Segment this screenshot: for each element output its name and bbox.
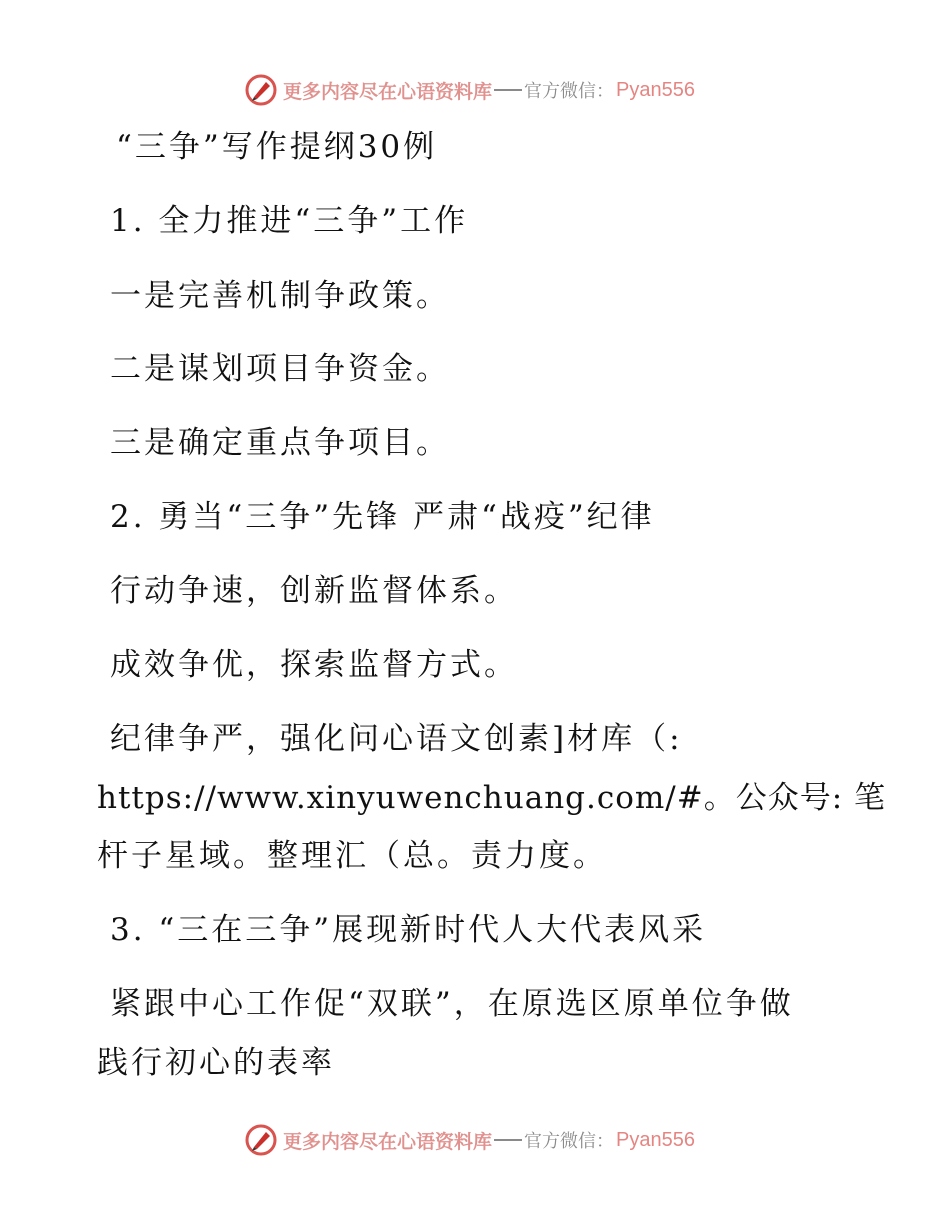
text-line: 一是完善机制争政策。: [110, 278, 450, 314]
text-line: 成效争优，探索监督方式。: [110, 647, 518, 683]
fountain-pen-logo-icon: [245, 1124, 277, 1156]
watermark-text: 更多内容尽在心语资料库: [283, 1130, 493, 1153]
text-line: 三是确定重点争项目。: [110, 425, 450, 461]
document-title: “三争”写作提纲30例: [116, 129, 438, 165]
watermark-dash: [494, 89, 522, 91]
header-watermark: [0, 70, 950, 110]
text-line: 杆子星域。整理汇（总。责力度。: [97, 838, 607, 874]
watermark-wechat-label: 官方微信：: [524, 1131, 615, 1152]
watermark-wechat-id: Pyan556: [616, 1128, 695, 1151]
watermark-text: 更多内容尽在心语资料库: [283, 80, 493, 103]
section-heading-3: 3. “三在三争”展现新时代人大代表风采: [110, 912, 707, 948]
footer-watermark: [0, 1120, 950, 1160]
text-line: 践行初心的表率: [97, 1045, 335, 1081]
watermark-wechat-label: 官方微信：: [524, 81, 615, 102]
section-heading-2: 2. 勇当“三争”先锋 严肃“战疫”纪律: [110, 499, 655, 535]
section-heading-1: 1. 全力推进“三争”工作: [110, 203, 469, 239]
text-line: 行动争速，创新监督体系。: [110, 573, 518, 609]
text-line: 紧跟中心工作促“双联”，在原选区原单位争做: [110, 986, 794, 1022]
watermark-wechat-id: Pyan556: [616, 78, 695, 101]
text-line: 纪律争严，强化问心语文创素]材库（:: [110, 721, 683, 757]
text-line: https://www.xinyuwenchuang.com/#。公众号: 笔: [97, 780, 887, 816]
fountain-pen-logo-icon: [245, 74, 277, 106]
watermark-dash: [494, 1139, 522, 1141]
text-line: 二是谋划项目争资金。: [110, 351, 450, 387]
